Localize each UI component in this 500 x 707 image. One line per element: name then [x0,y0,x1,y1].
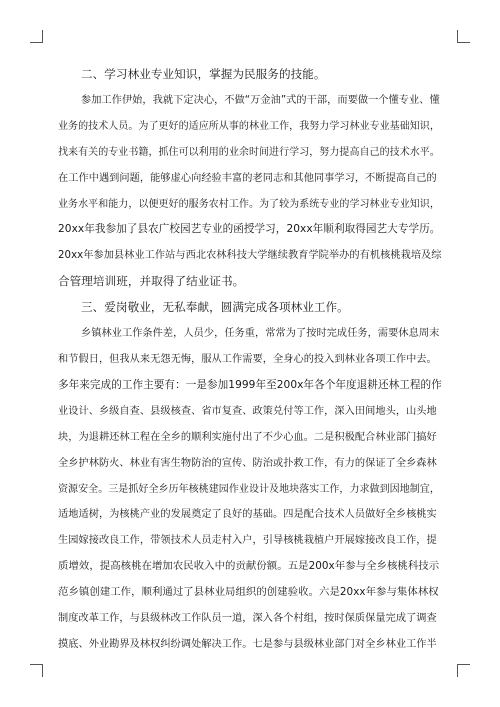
text-line: 乡镇林业工作条件差，人员少，任务重，常常为了按时完成任务，需要休息周末 [81,328,440,340]
text-line: 找来有关的专业书籍，抓住可以利用的业余时间进行学习，努力提高自己的技术水平。 [58,146,440,158]
text-line: 20xx年我参加了县农广校园艺专业的函授学习，20xx年顺利取得园艺大专学历。 [58,223,441,236]
text-line: 资源安全。三是抓好全乡历年核桃建园作业设计及地块落实工作，力求做到因地制宜， [58,483,440,495]
text-line: 制度改革工作，与县级林改工作队员一道，深入各个村组，按时保质保量完成了调查 [58,613,437,625]
text-line: 业务的技术人员。为了更好的适应所从事的林业工作，我努力学习林业专业基础知识， [58,120,440,132]
text-line: 合管理培训班，并取得了结业证书。 [58,274,245,289]
crop-mark-top-left [30,30,43,43]
text-line: 全乡护林防火、林业有害生物防治的宣传、防治或扑救工作，有力的保证了全乡森林 [58,457,437,469]
text-line: 质增效，提高核桃在增加农民收入中的贡献份额。五是200x年参与全乡核桃科技示 [58,560,440,573]
text-line: 块，为退耕还林工程在全乡的顺利实施付出了不少心血。二是积极配合林业部门搞好 [58,431,437,443]
text-line: 和节假日，但我从来无怨无悔，服从工作需要，全身心的投入到林业各项工作中去。 [58,353,437,365]
text-line: 业务水平和能力，以便更好的服务农村工作。为了较为系统专业的学习林业专业知识， [58,198,440,210]
text-line: 摸底、外业勘界及林权纠纷调处解决工作。七是参与县级林业部门对全乡林业工作半 [58,638,437,650]
text-line: 二、学习林业专业知识，掌握为民服务的技能。 [81,67,326,81]
text-line: 适地适树，为核桃产业的发展奠定了良好的基础。四是配合技术人员做好全乡核桃实 [58,509,437,521]
text-line: 生园嫁接改良工作，带领技术人员走村入户，引导核桃栽植户开展嫁接改良工作，提 [58,535,437,547]
text-line: 三、爱岗敬业，无私奉献，圆满完成各项林业工作。 [81,300,349,315]
text-line: 业设计、乡级自查、县级核查、省市复查、政策兑付等工作，深入田间地头，山头地 [58,405,437,417]
text-line: 范乡镇创建工作，顺利通过了县林业局组织的创建验收。六是20xx年参与集体林权 [58,586,439,599]
crop-mark-bottom-left [30,664,43,677]
text-line: 20xx年参加县林业工作站与西北农林科技大学继续教育学院举办的有机核桃栽培及综 [58,250,442,262]
document-body [58,62,442,658]
crop-mark-bottom-right [457,664,470,677]
text-line: 多年来完成的工作主要有：一是参加1999年至200x年各个年度退耕还林工程的作 [58,378,442,391]
text-line: 在工作中遇到问题，能够虚心向经验丰富的老同志和其他同事学习，不断提高自己的 [58,172,437,184]
crop-mark-top-right [457,30,470,43]
text-line: 参加工作伊始，我就下定决心，不做“万金油”式的干部，而要做一个懂专业、懂 [81,94,440,106]
